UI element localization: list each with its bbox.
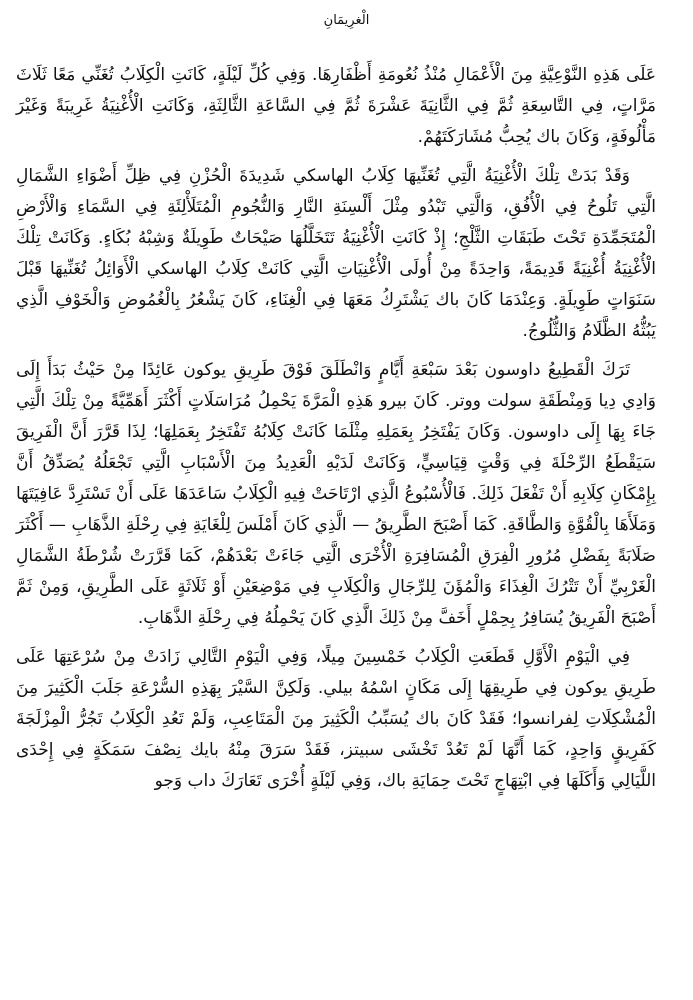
running-header: الْغرِيمَانِ: [323, 13, 370, 28]
paragraph: تَرَكَ الْقَطِيعُ داوسون بَعْدَ سَبْعَةِ أَيَّامٍ وَانْطَلَقَ فَوْقَ طَرِيقِ يوكون عَائِدًا مِنْ حَيْثُ بَدَأَ إِلَى وَادِي دِيا وَمِنْطَقَةِ سولت ووتر. كَانَ بيرو هَذِهِ الْمَرَّةَ يَحْمِلُ مُرَاسَلَاتٍ أَكْثَرَ أَهَمِّيَّةً مِنْ تِلْكَ الَّتِي جَاءَ بِهَا إِلَى داوسون. وَكَانَ يَفْتَخِرُ بِعَمَلِهِ مِثْلَمَا كَانَتْ كِلَابُهُ تَفْتَخِرُ بِعَمَلِهَا؛ لِذَا قَرَّرَ أَنَّ الْفَرِيقَ سَيَقْطَعُ الرِّحْلَةَ فِي وَقْتٍ قِيَاسِيٍّ، وَكَانَتْ لَدَيْهِ الْعَدِيدُ مِنَ الْأَسْبَابِ الَّتِي تَجْعَلُهُ يُصَدِّقُ أَنَّ بِإِمْكَانِ كِلَابِهِ أَنْ تَفْعَلَ ذَلِكَ. فَالْأُسْبُوعُ الَّذِي ارْتَاحَتْ فِيهِ الْكِلَابُ سَاعَدَهَا عَلَى أَنْ تَسْتَرِدَّ عَافِيَتَهَا وَمَلَأَهَا بِالْقُوَّةِ وَالطَّاقَةِ. كَمَا أَصْبَحَ الطَّرِيقُ — الَّذِي كَانَ أَمْلَسَ لِلْغَايَةِ فِي رِحْلَةِ الذَّهَابِ — أَكْثَرَ صَلَابَةً بِفَضْلِ مُرُورِ الْفِرَقِ الْمُسَافِرَةِ الْأُخْرَى الَّتِي جَاءَتْ بَعْدَهُمْ، كَمَا قَرَّرَتْ شُرْطَةُ الشَّمَالِ الْغَرْبِيِّ أَنْ تَتْرُكَ الْغِذَاءَ وَالْمُؤَنَ لِلرِّجَالِ وَالْكِلَابِ فِي مَوْضِعَيْنِ أَوْ ثَلَاثَةٍ عَلَى الطَّرِيقِ، وَمِنْ ثَمَّ أَصْبَحَ الْفَرِيقُ يُسَافِرُ بِحِمْلٍ أَخَفَّ مِنْ ذَلِكَ الَّذِي كَانَ يَحْمِلُهُ فِي رِحْلَةِ الذَّهَابِ.: [16, 360, 656, 628]
body-text: [16, 60, 656, 805]
paragraph: عَلَى هَذِهِ النَّوْعِيَّةِ مِنَ الْأَعْمَالِ مُنْذُ نُعُومَةِ أَظْفَارِهَا. وَفِي كُلِّ لَيْلَةٍ، كَانَتِ الْكِلَابُ تُغَنِّي مَعًا ثَلَاثَ مَرَّاتٍ، فِي التَّاسِعَةِ ثُمَّ فِي الثَّانِيَةَ عَشْرَةَ ثُمَّ فِي السَّاعَةِ الثَّالِثَةِ، وَكَانَتِ الْأُغْنِيَةُ غَرِيبَةً وَغَيْرَ مَأْلُوفَةٍ، وَكَانَ باك يُحِبُّ مُشَارَكَتَهُمْ.: [16, 65, 656, 147]
paragraph: وَقَدْ بَدَتْ تِلْكَ الْأُغْنِيَةُ الَّتِي تُغَنِّيهَا كِلَابُ الهاسكي شَدِيدَةَ الْحُزْنِ فِي ظِلِّ أَضْوَاءِ الشَّمَالِ الَّتِي تَلُوحُ فِي الْأُفُقِ، وَالَّتِي تَبْدُو مِثْلَ أَلْسِنَةِ النَّارِ وَالنُّجُومِ الْمُتَلَأْلِئَةِ فِي السَّمَاءِ وَالْأَرْضِ الْمُتَجَمِّدَةِ تَحْتَ طَبَقَاتِ الثَّلْجِ؛ إِذْ كَانَتِ الْأُغْنِيَةُ تَتَخَلَّلُهَا صَيْحَاتٌ طَوِيلَةٌ وَشِبْهُ بُكَاءٍ. وَكَانَتْ تِلْكَ الْأُغْنِيَةُ أُغْنِيَةً قَدِيمَةً، وَاحِدَةً مِنْ أُولَى الْأُغْنِيَاتِ الَّتِي كَانَتْ كِلَابُ الهاسكي الْأَوَائِلُ تُغَنِّيهَا قَبْلَ سَنَوَاتٍ طَوِيلَةٍ. وَعِنْدَمَا كَانَ باك يَشْتَرِكُ مَعَهَا فِي الْغِنَاءِ، كَانَ يَشْعُرُ بِالْغُمُوضِ وَالْخَوْفِ الَّذِي يَبُثُّهُ الظَّلَامُ وَالثُّلُوجُ.: [16, 166, 656, 341]
paragraph: فِي الْيَوْمِ الْأَوَّلِ قَطَعَتِ الْكِلَابُ خَمْسِينَ مِيلًا، وَفِي الْيَوْمِ التَّالِي زَادَتْ مِنْ سُرْعَتِهَا عَلَى طَرِيقِ يوكون فِي طَرِيقِهَا إِلَى مَكَانٍ اسْمُهُ بيلي. وَلَكِنَّ السَّيْرَ بِهَذِهِ السُّرْعَةِ جَلَبَ الْكَثِيرَ مِنَ الْمُشْكِلَاتِ لِفرانسوا؛ فَقَدْ كَانَ باك يُسَبِّبُ الْكَثِيرَ مِنَ الْمَتَاعِبِ، وَلَمْ تَعُدِ الْكِلَابُ تَجُرُّ الْمِزْلَجَةَ كَفَرِيقٍ وَاحِدٍ، كَمَا أَنَّهَا لَمْ تَعُدْ تَخْشَى سبيتز، فَقَدْ سَرَقَ مِنْهُ بايك نِصْفَ سَمَكَةٍ فِي إِحْدَى اللَّيَالِي وَأَكَلَهَا فِي ابْتِهَاجٍ تَحْتَ حِمَايَةِ باك، وَفِي لَيْلَةٍ أُخْرَى تَعَارَكَ داب وَجو: [16, 647, 656, 791]
